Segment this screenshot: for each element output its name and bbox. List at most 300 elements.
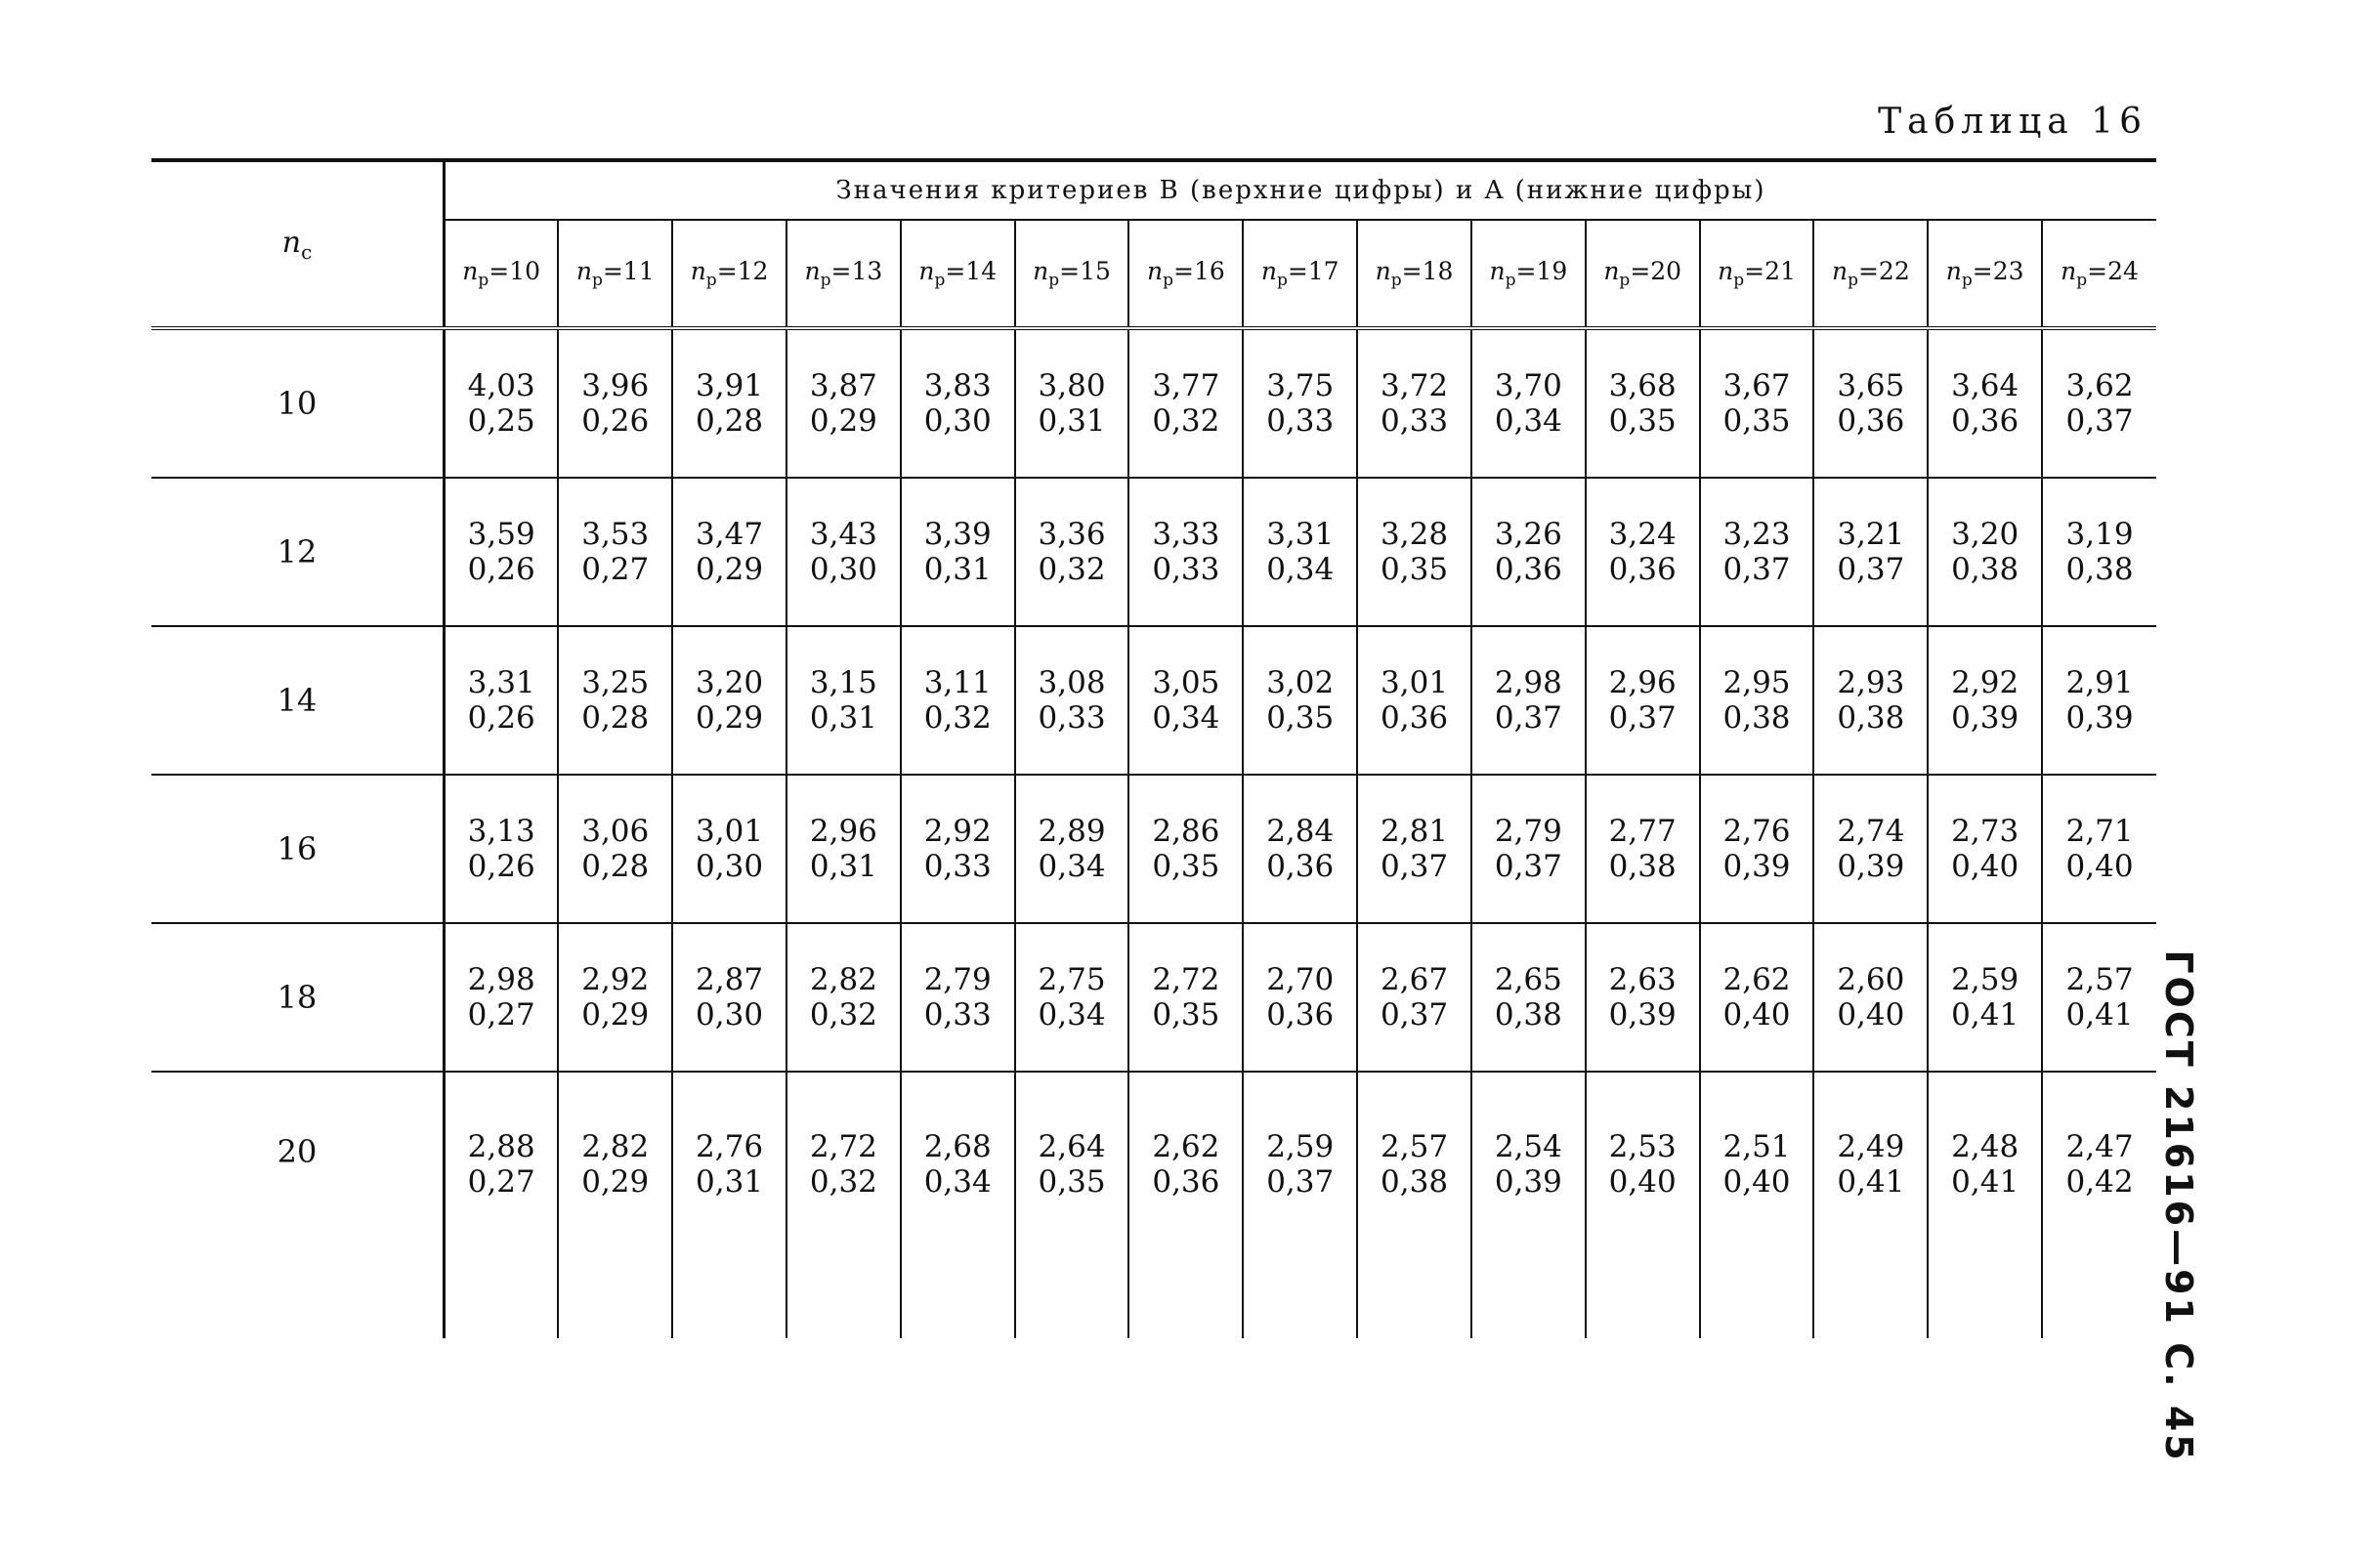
value-b: 2,92 — [1951, 665, 2019, 700]
value-a: 0,35 — [1038, 1164, 1106, 1200]
value-b: 2,76 — [696, 1129, 764, 1164]
value-b: 3,67 — [1722, 368, 1791, 403]
row-header-sub: с — [301, 239, 313, 264]
value-cell — [1243, 626, 1357, 775]
value-a: 0,38 — [1608, 849, 1677, 884]
value-a: 0,41 — [1951, 1164, 2019, 1200]
column-header-np — [1015, 220, 1129, 328]
value-b: 3,02 — [1266, 665, 1335, 700]
value-cell — [1015, 1072, 1129, 1338]
value-b: 3,68 — [1608, 368, 1677, 403]
value-b: 3,59 — [467, 517, 535, 552]
value-cell — [1243, 775, 1357, 923]
table-header — [151, 160, 2156, 328]
value-a: 0,35 — [1722, 403, 1791, 439]
value-a: 0,38 — [1951, 552, 2019, 587]
value-a: 0,32 — [1038, 552, 1106, 587]
value-cell — [445, 923, 559, 1072]
value-cell — [1700, 775, 1814, 923]
value-b: 3,24 — [1608, 517, 1677, 552]
value-b: 3,83 — [923, 368, 992, 403]
value-a: 0,38 — [2065, 552, 2134, 587]
value-cell — [901, 328, 1015, 478]
value-b: 2,65 — [1494, 962, 1562, 997]
np-var: n — [804, 257, 821, 285]
value-b: 2,70 — [1266, 962, 1335, 997]
value-a: 0,30 — [696, 849, 764, 884]
value-b: 2,77 — [1608, 814, 1677, 849]
np-sub: р — [820, 271, 831, 290]
value-cell — [1128, 775, 1243, 923]
value-b: 2,62 — [1152, 1129, 1220, 1164]
value-b: 2,91 — [2065, 665, 2134, 700]
value-a: 0,37 — [1381, 849, 1449, 884]
value-b: 3,75 — [1266, 368, 1335, 403]
np-var: n — [462, 257, 479, 285]
value-a: 0,33 — [923, 997, 992, 1033]
value-cell — [672, 775, 786, 923]
value-b: 4,03 — [467, 368, 535, 403]
value-cell — [2042, 775, 2156, 923]
value-a: 0,36 — [1608, 552, 1677, 587]
value-a: 0,32 — [923, 700, 992, 736]
value-b: 2,67 — [1381, 962, 1449, 997]
value-a: 0,33 — [1152, 552, 1220, 587]
value-b: 3,31 — [467, 665, 535, 700]
header-row-group — [151, 160, 2156, 220]
np-value: =11 — [602, 257, 655, 285]
value-a: 0,33 — [1038, 700, 1106, 736]
value-cell — [1813, 775, 1928, 923]
np-sub: р — [591, 271, 603, 290]
value-cell — [1586, 1072, 1700, 1338]
value-cell — [1813, 923, 1928, 1072]
value-b: 2,89 — [1038, 814, 1106, 849]
value-b: 3,25 — [581, 665, 650, 700]
value-a: 0,34 — [923, 1164, 992, 1200]
value-a: 0,27 — [467, 997, 535, 1033]
value-b: 3,77 — [1152, 368, 1220, 403]
value-cell — [1586, 626, 1700, 775]
value-b: 2,93 — [1837, 665, 1905, 700]
value-a: 0,34 — [1038, 997, 1106, 1033]
value-b: 3,91 — [696, 368, 764, 403]
value-cell — [786, 923, 901, 1072]
value-cell — [1928, 478, 2042, 626]
value-a: 0,39 — [1837, 849, 1905, 884]
value-cell — [786, 775, 901, 923]
value-cell — [672, 923, 786, 1072]
value-a: 0,36 — [1152, 1164, 1220, 1200]
value-a: 0,29 — [581, 1164, 650, 1200]
value-b: 3,19 — [2065, 517, 2134, 552]
value-b: 3,70 — [1494, 368, 1562, 403]
value-a: 0,32 — [809, 1164, 877, 1200]
value-a: 0,26 — [467, 700, 535, 736]
column-header-np — [901, 220, 1015, 328]
value-cell — [2042, 626, 2156, 775]
np-var: n — [690, 257, 706, 285]
value-cell — [672, 1072, 786, 1338]
value-a: 0,36 — [1266, 997, 1335, 1033]
np-sub: р — [705, 271, 717, 290]
value-b: 2,47 — [2065, 1129, 2134, 1164]
value-cell — [2042, 923, 2156, 1072]
np-var: n — [2061, 257, 2077, 285]
value-cell — [558, 923, 672, 1072]
np-var: n — [1033, 257, 1049, 285]
value-a: 0,29 — [696, 700, 764, 736]
value-b: 2,76 — [1722, 814, 1791, 849]
value-b: 3,43 — [809, 517, 877, 552]
value-a: 0,36 — [1494, 552, 1562, 587]
value-b: 2,82 — [809, 962, 877, 997]
table-caption: Таблица 16 — [1878, 102, 2147, 142]
value-b: 2,74 — [1837, 814, 1905, 849]
np-value: =15 — [1059, 257, 1111, 285]
column-header-np — [1128, 220, 1243, 328]
value-a: 0,38 — [1722, 700, 1791, 736]
column-header-np — [1586, 220, 1700, 328]
criteria-table — [151, 158, 2156, 1338]
value-a: 0,35 — [1381, 552, 1449, 587]
row-label-nc: 10 — [151, 328, 445, 478]
value-a: 0,33 — [1381, 403, 1449, 439]
value-cell — [558, 328, 672, 478]
value-a: 0,32 — [809, 997, 877, 1033]
np-value: =21 — [1744, 257, 1796, 285]
value-cell — [1928, 775, 2042, 923]
value-b: 2,96 — [1608, 665, 1677, 700]
value-b: 3,39 — [923, 517, 992, 552]
value-cell — [1357, 328, 1471, 478]
value-a: 0,37 — [1722, 552, 1791, 587]
value-b: 3,20 — [1951, 517, 2019, 552]
value-b: 2,92 — [581, 962, 650, 997]
value-cell — [1813, 328, 1928, 478]
value-b: 3,20 — [696, 665, 764, 700]
value-a: 0,34 — [1152, 700, 1220, 736]
value-b: 2,98 — [467, 962, 535, 997]
np-value: =13 — [830, 257, 883, 285]
value-a: 0,25 — [467, 403, 535, 439]
value-b: 2,57 — [1381, 1129, 1449, 1164]
table-row — [151, 626, 2156, 775]
value-a: 0,27 — [467, 1164, 535, 1200]
row-label-nc: 18 — [151, 923, 445, 1072]
value-a: 0,27 — [581, 552, 650, 587]
np-value: =12 — [716, 257, 769, 285]
value-cell — [786, 626, 901, 775]
value-b: 2,59 — [1951, 962, 2019, 997]
value-cell — [1015, 775, 1129, 923]
value-b: 3,15 — [809, 665, 877, 700]
value-cell — [1357, 775, 1471, 923]
np-sub: р — [1390, 271, 1402, 290]
np-sub: р — [1505, 271, 1516, 290]
value-a: 0,38 — [1837, 700, 1905, 736]
value-a: 0,37 — [1266, 1164, 1335, 1200]
value-b: 3,87 — [809, 368, 877, 403]
value-cell — [2042, 478, 2156, 626]
value-a: 0,28 — [696, 403, 764, 439]
np-var: n — [1831, 257, 1849, 285]
value-cell — [1015, 328, 1129, 478]
value-a: 0,42 — [2065, 1164, 2134, 1200]
page-header-side: ГОСТ 21616—91 С. 45 — [2157, 949, 2200, 1463]
value-b: 2,68 — [923, 1129, 992, 1164]
column-header-np — [1928, 220, 2042, 328]
np-var: n — [918, 257, 935, 285]
np-sub: р — [2076, 271, 2088, 290]
value-a: 0,40 — [1951, 849, 2019, 884]
value-a: 0,39 — [1951, 700, 2019, 736]
value-a: 0,37 — [1381, 997, 1449, 1033]
value-b: 3,01 — [696, 814, 764, 849]
value-cell — [1471, 1072, 1586, 1338]
value-a: 0,36 — [1266, 849, 1335, 884]
column-header-np — [672, 220, 786, 328]
np-sub: р — [934, 271, 946, 290]
np-sub: р — [478, 271, 489, 290]
value-b: 3,26 — [1494, 517, 1562, 552]
value-cell — [901, 923, 1015, 1072]
value-b: 2,98 — [1494, 665, 1562, 700]
value-b: 3,64 — [1951, 368, 2019, 403]
value-a: 0,34 — [1494, 403, 1562, 439]
np-value: =20 — [1630, 257, 1682, 285]
table-row — [151, 775, 2156, 923]
value-b: 2,49 — [1837, 1129, 1905, 1164]
np-value: =22 — [1857, 257, 1910, 285]
value-b: 3,36 — [1038, 517, 1106, 552]
value-cell — [1243, 478, 1357, 626]
value-b: 3,31 — [1266, 517, 1335, 552]
column-header-np — [1813, 220, 1928, 328]
np-var: n — [1489, 257, 1506, 285]
value-b: 2,88 — [467, 1129, 535, 1164]
value-a: 0,29 — [581, 997, 650, 1033]
value-b: 2,59 — [1266, 1129, 1335, 1164]
value-a: 0,35 — [1152, 997, 1220, 1033]
np-value: =23 — [1972, 257, 2024, 285]
value-a: 0,34 — [1038, 849, 1106, 884]
value-a: 0,26 — [467, 849, 535, 884]
np-sub: р — [1163, 271, 1173, 290]
value-a: 0,40 — [2065, 849, 2134, 884]
value-a: 0,37 — [2065, 403, 2134, 439]
criteria-table-container — [151, 158, 2156, 1338]
value-b: 3,33 — [1152, 517, 1220, 552]
row-header-nc — [151, 160, 445, 328]
np-var: n — [1147, 257, 1164, 285]
value-a: 0,40 — [1722, 997, 1791, 1033]
value-cell — [1243, 1072, 1357, 1338]
value-cell — [1813, 626, 1928, 775]
row-label-nc: 12 — [151, 478, 445, 626]
value-a: 0,33 — [923, 849, 992, 884]
np-sub: р — [1961, 271, 1973, 290]
value-a: 0,30 — [809, 552, 877, 587]
value-a: 0,29 — [809, 403, 877, 439]
value-cell — [1700, 478, 1814, 626]
value-cell — [1471, 328, 1586, 478]
value-cell — [1357, 478, 1471, 626]
value-cell — [558, 478, 672, 626]
np-sub: р — [1276, 271, 1288, 290]
value-a: 0,31 — [1038, 403, 1106, 439]
table-row — [151, 328, 2156, 478]
value-cell — [1700, 328, 1814, 478]
value-cell — [1586, 328, 1700, 478]
column-header-np — [786, 220, 901, 328]
value-a: 0,37 — [1837, 552, 1905, 587]
value-a: 0,32 — [1152, 403, 1220, 439]
value-b: 2,87 — [696, 962, 764, 997]
value-a: 0,37 — [1494, 849, 1562, 884]
value-cell — [445, 626, 559, 775]
value-cell — [1243, 328, 1357, 478]
header-row-np — [151, 220, 2156, 328]
column-header-np — [558, 220, 672, 328]
value-a: 0,30 — [923, 403, 992, 439]
value-cell — [1928, 328, 2042, 478]
value-b: 2,96 — [809, 814, 877, 849]
row-label-nc: 14 — [151, 626, 445, 775]
value-b: 2,75 — [1038, 962, 1106, 997]
value-cell — [1586, 923, 1700, 1072]
value-b: 2,63 — [1608, 962, 1677, 997]
value-cell — [1813, 1072, 1928, 1338]
value-cell — [445, 775, 559, 923]
value-a: 0,33 — [1266, 403, 1335, 439]
value-b: 2,84 — [1266, 814, 1335, 849]
value-b: 2,64 — [1038, 1129, 1106, 1164]
value-b: 3,53 — [581, 517, 650, 552]
value-cell — [1015, 478, 1129, 626]
value-b: 2,79 — [923, 962, 992, 997]
row-label-nc: 20 — [151, 1072, 445, 1338]
value-a: 0,36 — [1381, 700, 1449, 736]
value-b: 3,80 — [1038, 368, 1106, 403]
value-a: 0,28 — [581, 849, 650, 884]
table-row — [151, 923, 2156, 1072]
value-cell — [1471, 478, 1586, 626]
value-cell — [1471, 626, 1586, 775]
value-b: 2,79 — [1494, 814, 1562, 849]
value-cell — [1700, 923, 1814, 1072]
np-value: =14 — [945, 257, 998, 285]
value-a: 0,29 — [696, 552, 764, 587]
np-sub: р — [1848, 271, 1858, 290]
value-cell — [1243, 923, 1357, 1072]
np-value: =19 — [1515, 257, 1568, 285]
value-b: 2,86 — [1152, 814, 1220, 849]
np-value: =10 — [489, 257, 541, 285]
value-b: 3,21 — [1837, 517, 1905, 552]
value-b: 3,62 — [2065, 368, 2134, 403]
value-cell — [2042, 328, 2156, 478]
value-a: 0,30 — [696, 997, 764, 1033]
value-a: 0,36 — [1951, 403, 2019, 439]
value-b: 2,48 — [1951, 1129, 2019, 1164]
value-a: 0,37 — [1494, 700, 1562, 736]
value-cell — [1128, 923, 1243, 1072]
value-a: 0,39 — [1494, 1164, 1562, 1200]
value-a: 0,40 — [1837, 997, 1905, 1033]
value-b: 2,82 — [581, 1129, 650, 1164]
group-header: Значения критериев B (верхние цифры) и A (нижние цифры) — [445, 160, 2157, 220]
value-cell — [558, 775, 672, 923]
column-header-np — [1243, 220, 1357, 328]
np-value: =17 — [1287, 257, 1339, 285]
value-b: 2,62 — [1722, 962, 1791, 997]
value-cell — [445, 478, 559, 626]
column-header-np — [1471, 220, 1586, 328]
value-cell — [2042, 1072, 2156, 1338]
value-b: 3,11 — [923, 665, 992, 700]
value-a: 0,39 — [1608, 997, 1677, 1033]
value-a: 0,31 — [923, 552, 992, 587]
value-cell — [1128, 626, 1243, 775]
value-cell — [1357, 923, 1471, 1072]
value-b: 2,71 — [2065, 814, 2134, 849]
row-label-nc: 16 — [151, 775, 445, 923]
value-cell — [1015, 626, 1129, 775]
value-cell — [1928, 923, 2042, 1072]
value-b: 2,72 — [809, 1129, 877, 1164]
value-b: 2,51 — [1722, 1129, 1791, 1164]
value-b: 3,08 — [1038, 665, 1106, 700]
value-b: 3,06 — [581, 814, 650, 849]
value-cell — [901, 478, 1015, 626]
value-a: 0,26 — [581, 403, 650, 439]
value-cell — [1813, 478, 1928, 626]
value-b: 2,92 — [923, 814, 992, 849]
value-cell — [901, 1072, 1015, 1338]
np-var: n — [1945, 257, 1962, 285]
value-cell — [1357, 626, 1471, 775]
value-cell — [558, 626, 672, 775]
value-b: 3,96 — [581, 368, 650, 403]
value-b: 3,23 — [1722, 517, 1791, 552]
value-b: 3,47 — [696, 517, 764, 552]
value-cell — [786, 478, 901, 626]
value-a: 0,40 — [1608, 1164, 1677, 1200]
value-b: 2,72 — [1152, 962, 1220, 997]
value-a: 0,35 — [1266, 700, 1335, 736]
value-a: 0,34 — [1266, 552, 1335, 587]
table-body — [151, 328, 2156, 1338]
value-cell — [1128, 478, 1243, 626]
value-cell — [786, 328, 901, 478]
np-value: =24 — [2087, 257, 2139, 285]
value-cell — [1015, 923, 1129, 1072]
value-a: 0,26 — [467, 552, 535, 587]
value-cell — [1586, 775, 1700, 923]
value-a: 0,40 — [1722, 1164, 1791, 1200]
np-var: n — [575, 257, 592, 285]
np-var: n — [1375, 257, 1391, 285]
np-value: =18 — [1401, 257, 1454, 285]
value-a: 0,36 — [1837, 403, 1905, 439]
np-var: n — [1718, 257, 1734, 285]
value-a: 0,38 — [1381, 1164, 1449, 1200]
value-a: 0,31 — [809, 700, 877, 736]
value-b: 2,57 — [2065, 962, 2134, 997]
column-header-np — [1700, 220, 1814, 328]
value-cell — [1928, 626, 2042, 775]
